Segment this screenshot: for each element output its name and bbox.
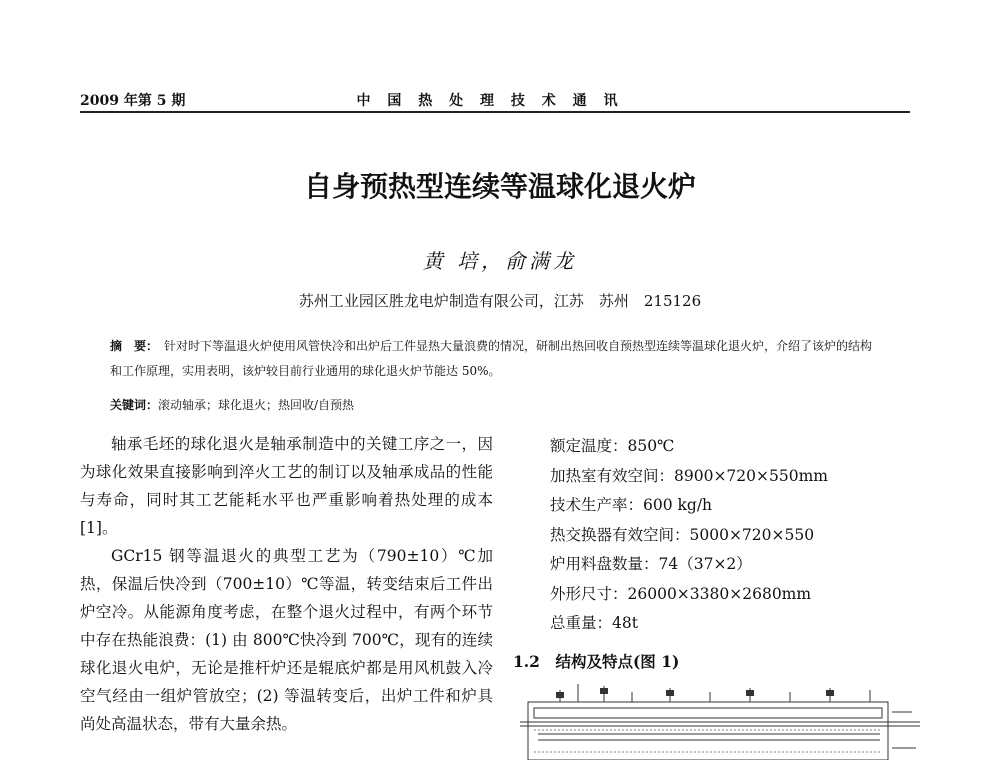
header-rule [80,111,910,113]
spec-item: 额定温度：850℃ [550,437,675,455]
spec-item: 加热室有效空间：8900×720×550mm [550,466,828,485]
keywords [110,396,880,413]
body-paragraph-2: GCr15 钢等温退火的典型工艺为（790±10）℃加热，保温后快冷到（700±10）℃等温，转变结束后工件出炉空冷。从能源角度考虑，在整个退火过程中，有两个环节中存在热能浪费：(1) 由 800℃快冷到 700℃，现有的连续球化退火电炉，无论是推杆炉还是辊底炉都是用风机鼓入冷空气经由一组炉管放空；(2) 等温转变后，出炉工件和炉具尚处高温状态，带有大量余热。 [80,547,493,733]
furnace-diagram [520,682,920,760]
abstract [110,334,880,384]
section-heading: 1.2 结构及特点(图 1) [513,652,680,671]
issue-label: 2009 年第 5 期 [80,93,186,109]
spec-item: 热交换器有效空间：5000×720×550 [550,525,815,544]
spec-item: 外形尺寸：26000×3380×2680mm [550,584,812,603]
spec-item: 炉用料盘数量：74（37×2） [550,555,752,573]
journal-name: 中 国 热 处 理 技 术 通 讯 [356,93,624,109]
spec-list [550,432,940,639]
spec-item: 总重量：48t [550,614,638,632]
keywords-text: 滚动轴承；球化退火；热回收/自预热 [158,398,355,412]
paper-title: 自身预热型连续等温球化退火炉 [303,170,696,203]
body-left-column [80,430,493,760]
affiliation: 苏州工业园区胜龙电炉制造有限公司，江苏 苏州 215126 [298,292,702,310]
keywords-label: 关键词： [110,398,159,412]
abstract-label: 摘 要： [110,339,159,353]
abstract-text: 针对时下等温退火炉使用风管快冷和出炉后工件显热大量浪费的情况，研制出热回收自预热型连续等温球化退火炉，介绍了该炉的结构和工作原理，实用表明，该炉较目前行业通用的球化退火炉节能达 50%。 [110,339,873,378]
body-paragraph-1: 轴承毛坯的球化退火是轴承制造中的关键工序之一，因为球化效果直接影响到淬火工艺的制订以及轴承成品的性能与寿命，同时其工艺能耗水平也严重影响着热处理的成本[1]。 [80,435,493,537]
spec-item: 技术生产率：600 kg/h [550,496,713,514]
authors: 黄 培，俞满龙 [422,249,578,273]
